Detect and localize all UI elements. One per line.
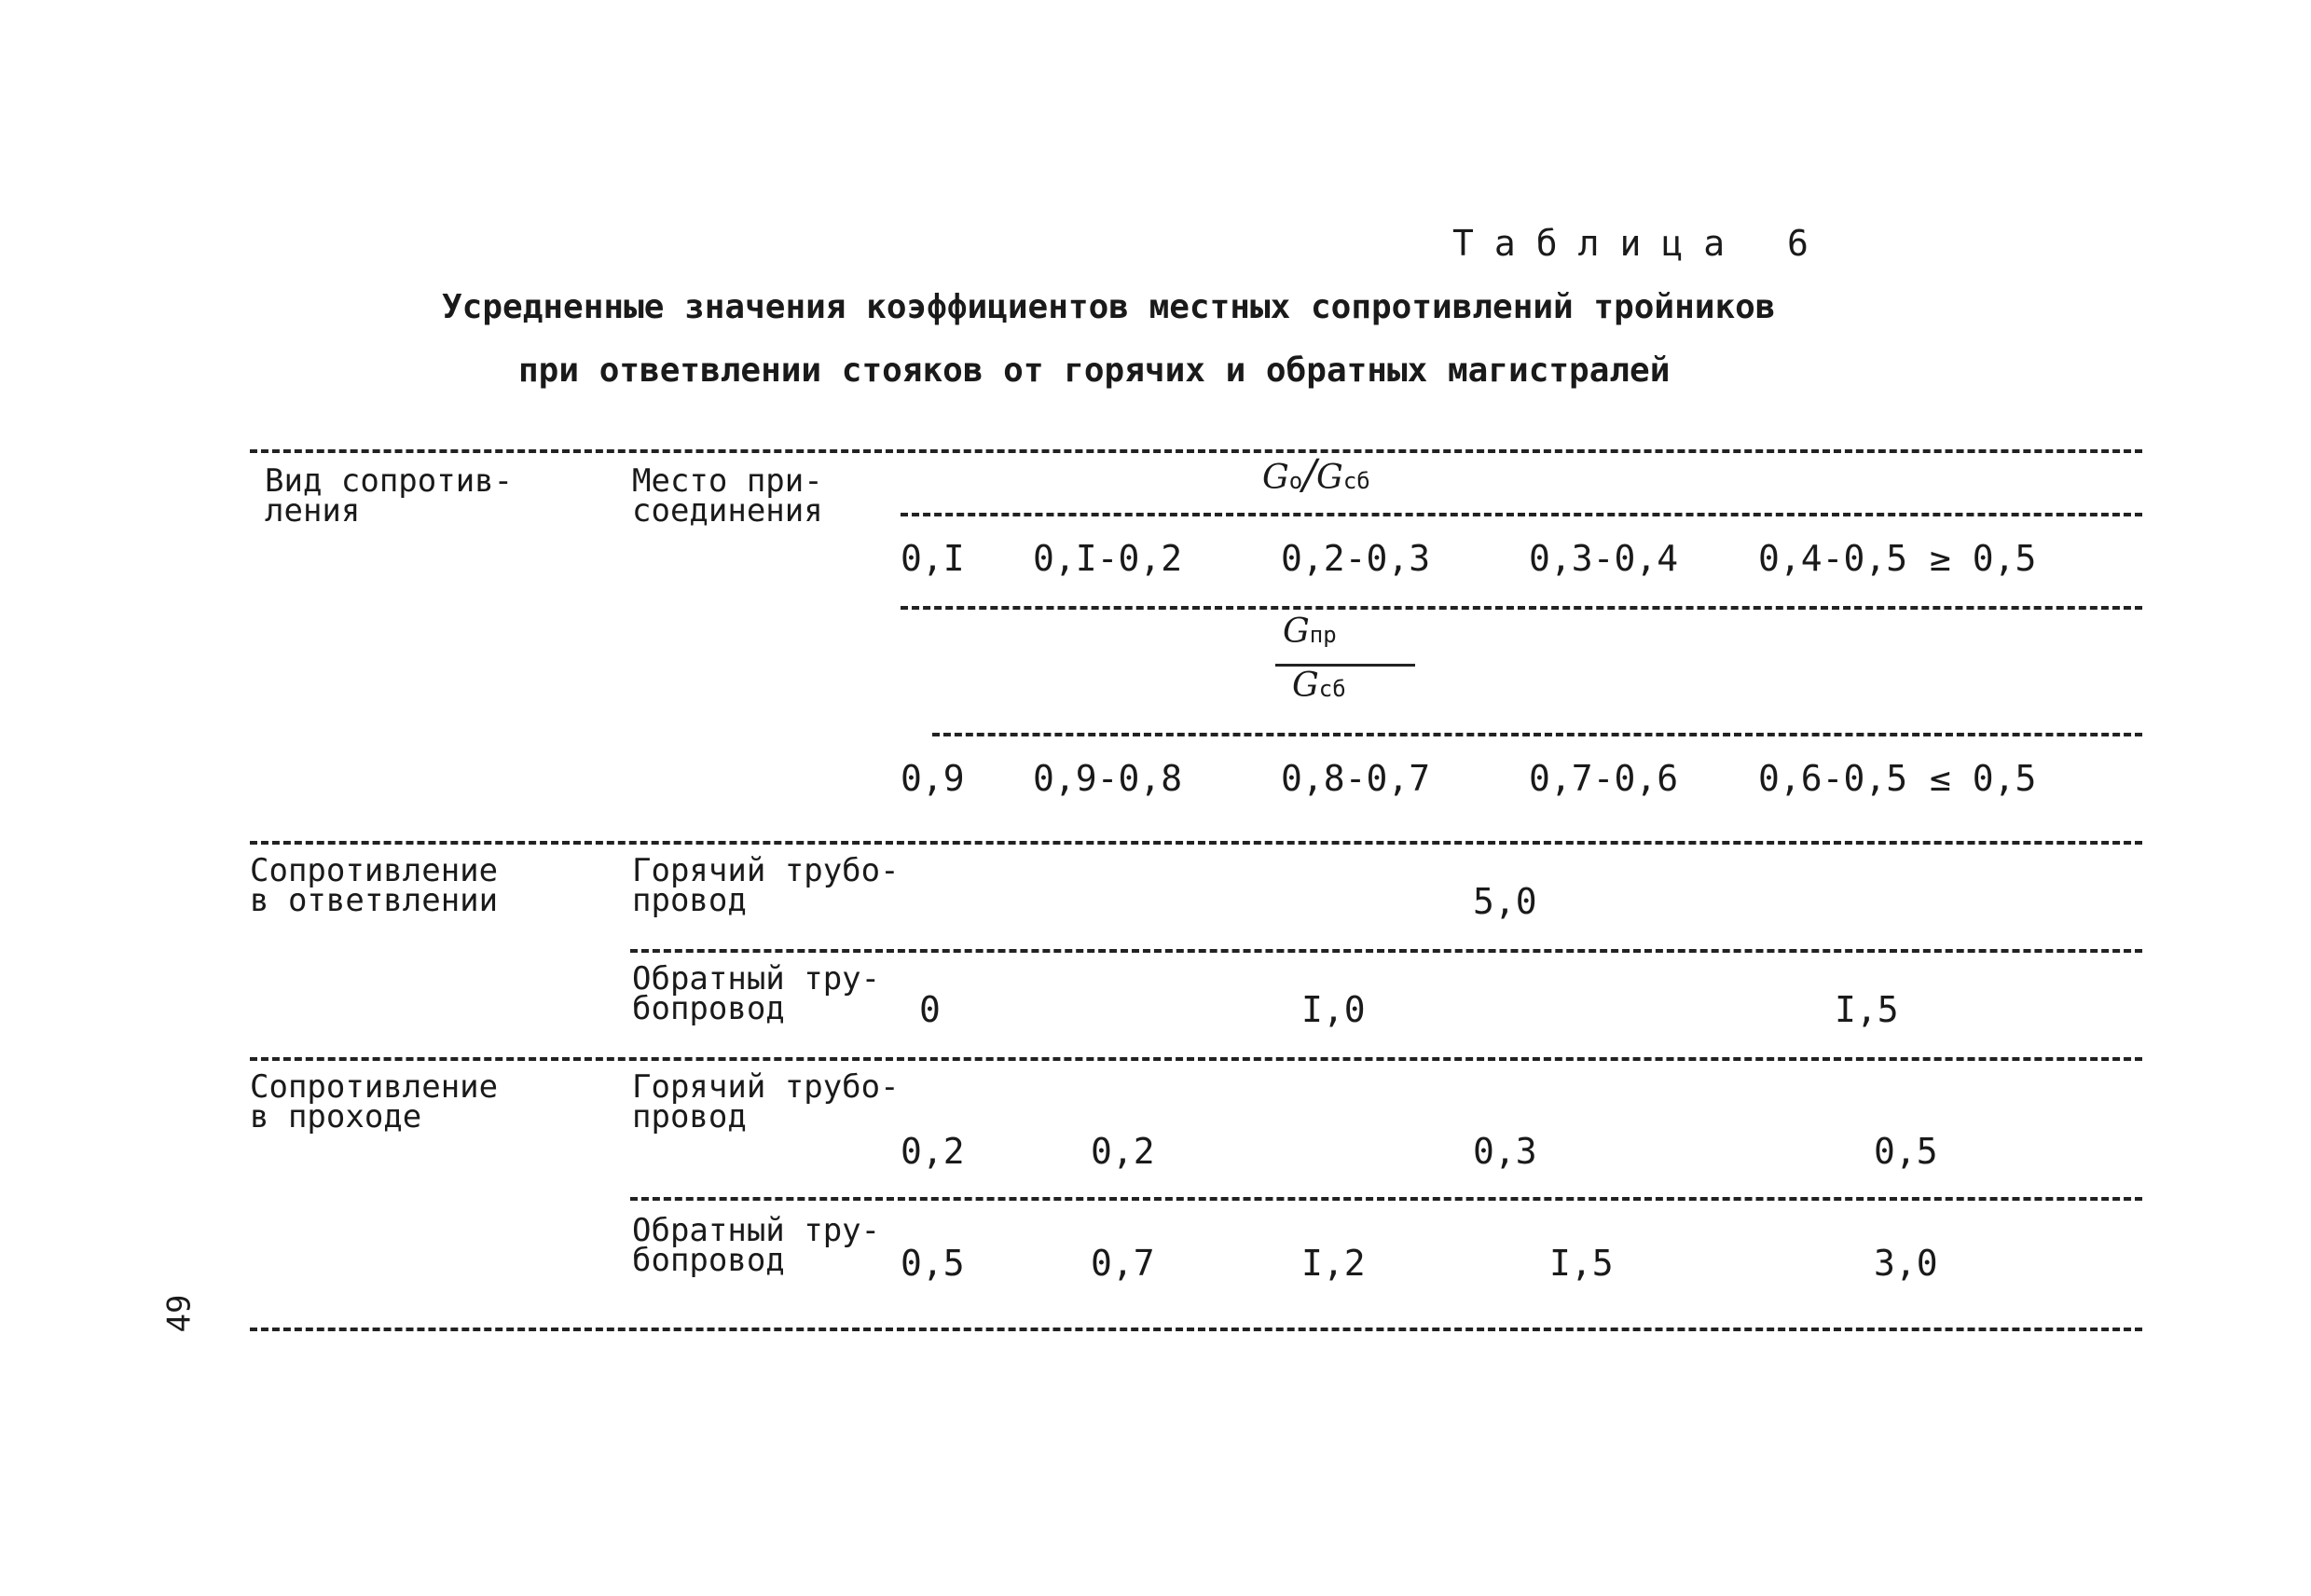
caption-line-2: при ответвлении стояков от горячих и обратных магистралей bbox=[518, 351, 1671, 390]
ratio-gsb-denominator: Gсб bbox=[1292, 667, 1346, 705]
ratio1-values-rule bbox=[901, 606, 2142, 610]
ratio1-value: 0,3-0,4 bbox=[1529, 538, 1679, 579]
place-return-pipe: Обратный тру- бопровод bbox=[632, 1212, 881, 1279]
branch-return-value: 0 bbox=[919, 989, 941, 1030]
table-bottom-rule bbox=[250, 1328, 2142, 1331]
row-label-pass: Сопротивление в проходе bbox=[250, 1068, 499, 1135]
pass-hot-value: 0,2 bbox=[901, 1131, 965, 1172]
table-top-rule bbox=[250, 449, 2142, 453]
ratio2-value: 0,8-0,7 bbox=[1281, 758, 1431, 799]
ratio2-value: 0,9 bbox=[901, 758, 965, 799]
ratio1-value: 0,2-0,3 bbox=[1281, 538, 1431, 579]
pass-hot-value: 0,3 bbox=[1473, 1131, 1537, 1172]
branch-hot-value: 5,0 bbox=[1473, 881, 1537, 922]
section-separator-rule bbox=[250, 1057, 2142, 1061]
pass-return-value: I,5 bbox=[1549, 1243, 1614, 1284]
header-connection-place: Место при- соединения bbox=[632, 462, 823, 530]
ratio2-value: 0,6-0,5 bbox=[1758, 758, 1908, 799]
place-hot-pipe: Горячий трубо- провод bbox=[632, 1068, 900, 1135]
pass-return-value: 0,5 bbox=[901, 1243, 965, 1284]
pass-return-value: 0,7 bbox=[1091, 1243, 1155, 1284]
place-return-pipe: Обратный тру- бопровод bbox=[632, 960, 881, 1027]
ratio2-value: ≤ 0,5 bbox=[1930, 758, 2037, 799]
ratio1-value: 0,I bbox=[901, 538, 965, 579]
branch-inner-rule bbox=[630, 949, 2142, 953]
ratio-gpr-numerator: Gпр bbox=[1283, 612, 1337, 651]
ratio1-value: ≥ 0,5 bbox=[1930, 538, 2037, 579]
table-title: Таблица 6 bbox=[1452, 223, 1829, 264]
ratio-go-gsb: Gо/Gсб bbox=[1262, 451, 1370, 499]
branch-return-value: I,5 bbox=[1835, 989, 1899, 1030]
page-number: 49 bbox=[160, 1294, 199, 1333]
header-resistance-type: Вид сопротив- ления bbox=[265, 462, 514, 530]
ratio1-value: 0,I-0,2 bbox=[1033, 538, 1183, 579]
ratio2-value: 0,7-0,6 bbox=[1529, 758, 1679, 799]
caption-line-1: Усредненные значения коэффициентов местных сопротивлений тройников bbox=[442, 288, 1776, 326]
pass-hot-value: 0,2 bbox=[1091, 1131, 1155, 1172]
pass-return-value: I,2 bbox=[1301, 1243, 1366, 1284]
row-label-branch: Сопротивление в ответвлении bbox=[250, 852, 499, 919]
header-bottom-rule bbox=[250, 841, 2142, 845]
branch-return-value: I,0 bbox=[1301, 989, 1366, 1030]
ratio2-header-rule bbox=[932, 733, 2142, 736]
pass-return-value: 3,0 bbox=[1874, 1243, 1938, 1284]
pass-hot-value: 0,5 bbox=[1874, 1131, 1938, 1172]
ratio1-value: 0,4-0,5 bbox=[1758, 538, 1908, 579]
ratio1-header-rule bbox=[901, 513, 2142, 516]
pass-inner-rule bbox=[630, 1197, 2142, 1201]
ratio2-value: 0,9-0,8 bbox=[1033, 758, 1183, 799]
place-hot-pipe: Горячий трубо- провод bbox=[632, 852, 900, 919]
